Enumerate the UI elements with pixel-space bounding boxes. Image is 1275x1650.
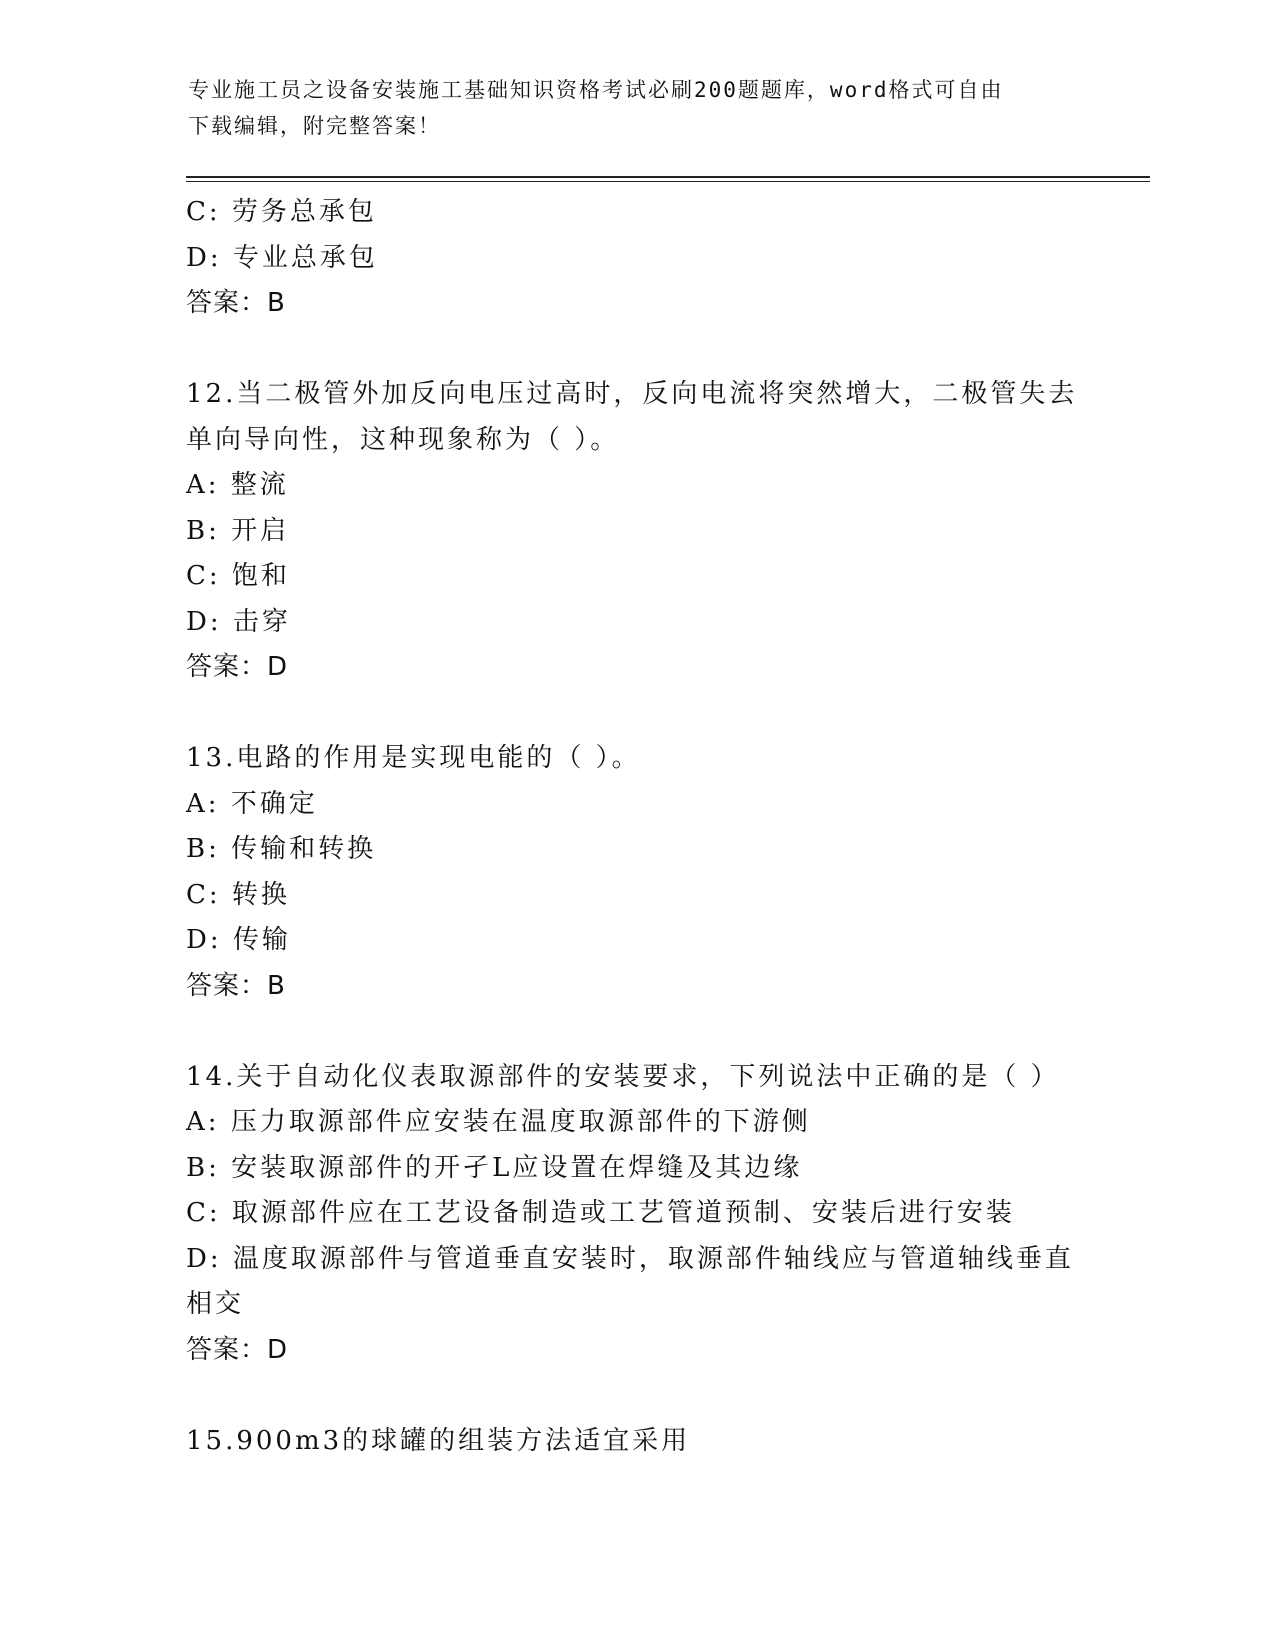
question-13-stem-line-1: 13.电路的作用是实现电能的（ ）。 [186, 743, 641, 773]
header-divider-thin [186, 181, 1150, 182]
question-12-answer: 答案：D [186, 652, 289, 682]
question-12-option-b: B: 开启 [186, 515, 290, 546]
question-14-option-d-line-2: 相交 [186, 1289, 245, 1319]
question-13-option-a: A: 不确定 [186, 788, 318, 819]
question-12-stem-line-2: 单向导向性，这种现象称为（ ）。 [186, 424, 620, 455]
question-11-answer: 答案：B [186, 288, 286, 318]
question-15-stem-line-1: 15.900m3的球罐的组装方法适宜采用 [186, 1425, 691, 1456]
question-13-option-d: D: 传输 [186, 925, 291, 955]
spacer [186, 1373, 1086, 1419]
question-list [186, 190, 1086, 1464]
question-14-option-c: C: 取源部件应在工艺设备制造或工艺管道预制、安装后进行安装 [186, 1198, 1015, 1228]
question-14-option-b: B: 安装取源部件的开孑L应设置在焊缝及其边缘 [186, 1152, 803, 1183]
question-13 [186, 736, 1086, 1009]
question-12 [186, 372, 1086, 691]
spacer [186, 1009, 1086, 1055]
spacer [186, 327, 1086, 373]
question-14-answer: 答案：D [186, 1334, 289, 1365]
header-title-line-1: 专业施工员之设备安装施工基础知识资格考试必刷200题题库，word格式可自由 [188, 78, 1004, 102]
question-12-option-a: A: 整流 [186, 470, 289, 500]
question-11-option-d: D: 专业总承包 [186, 242, 378, 273]
header-divider-thick [186, 176, 1150, 178]
spacer [186, 691, 1086, 737]
question-12-stem-line-1: 12.当二极管外加反向电压过高时，反向电流将突然增大，二极管失去 [186, 379, 1078, 409]
question-11 [186, 190, 1086, 327]
header-title-line-2: 下载编辑，附完整答案！ [188, 114, 441, 138]
question-12-option-d: D: 击穿 [186, 606, 291, 637]
question-13-option-c: C: 转换 [186, 879, 290, 910]
question-14-option-a: A: 压力取源部件应安装在温度取源部件的下游侧 [186, 1107, 811, 1137]
question-14-option-d-line-1: D: 温度取源部件与管道垂直安装时，取源部件轴线应与管道轴线垂直 [186, 1243, 1074, 1274]
question-11-option-c: C: 劳务总承包 [186, 197, 377, 227]
question-13-option-b: B: 传输和转换 [186, 834, 377, 864]
question-15 [186, 1419, 1086, 1465]
question-14-stem-line-1: 14.关于自动化仪表取源部件的安装要求，下列说法中正确的是（ ） [186, 1061, 1060, 1092]
question-12-option-c: C: 饱和 [186, 561, 290, 591]
question-13-answer: 答案：B [186, 970, 286, 1001]
document-header [188, 72, 1068, 144]
question-14 [186, 1055, 1086, 1374]
